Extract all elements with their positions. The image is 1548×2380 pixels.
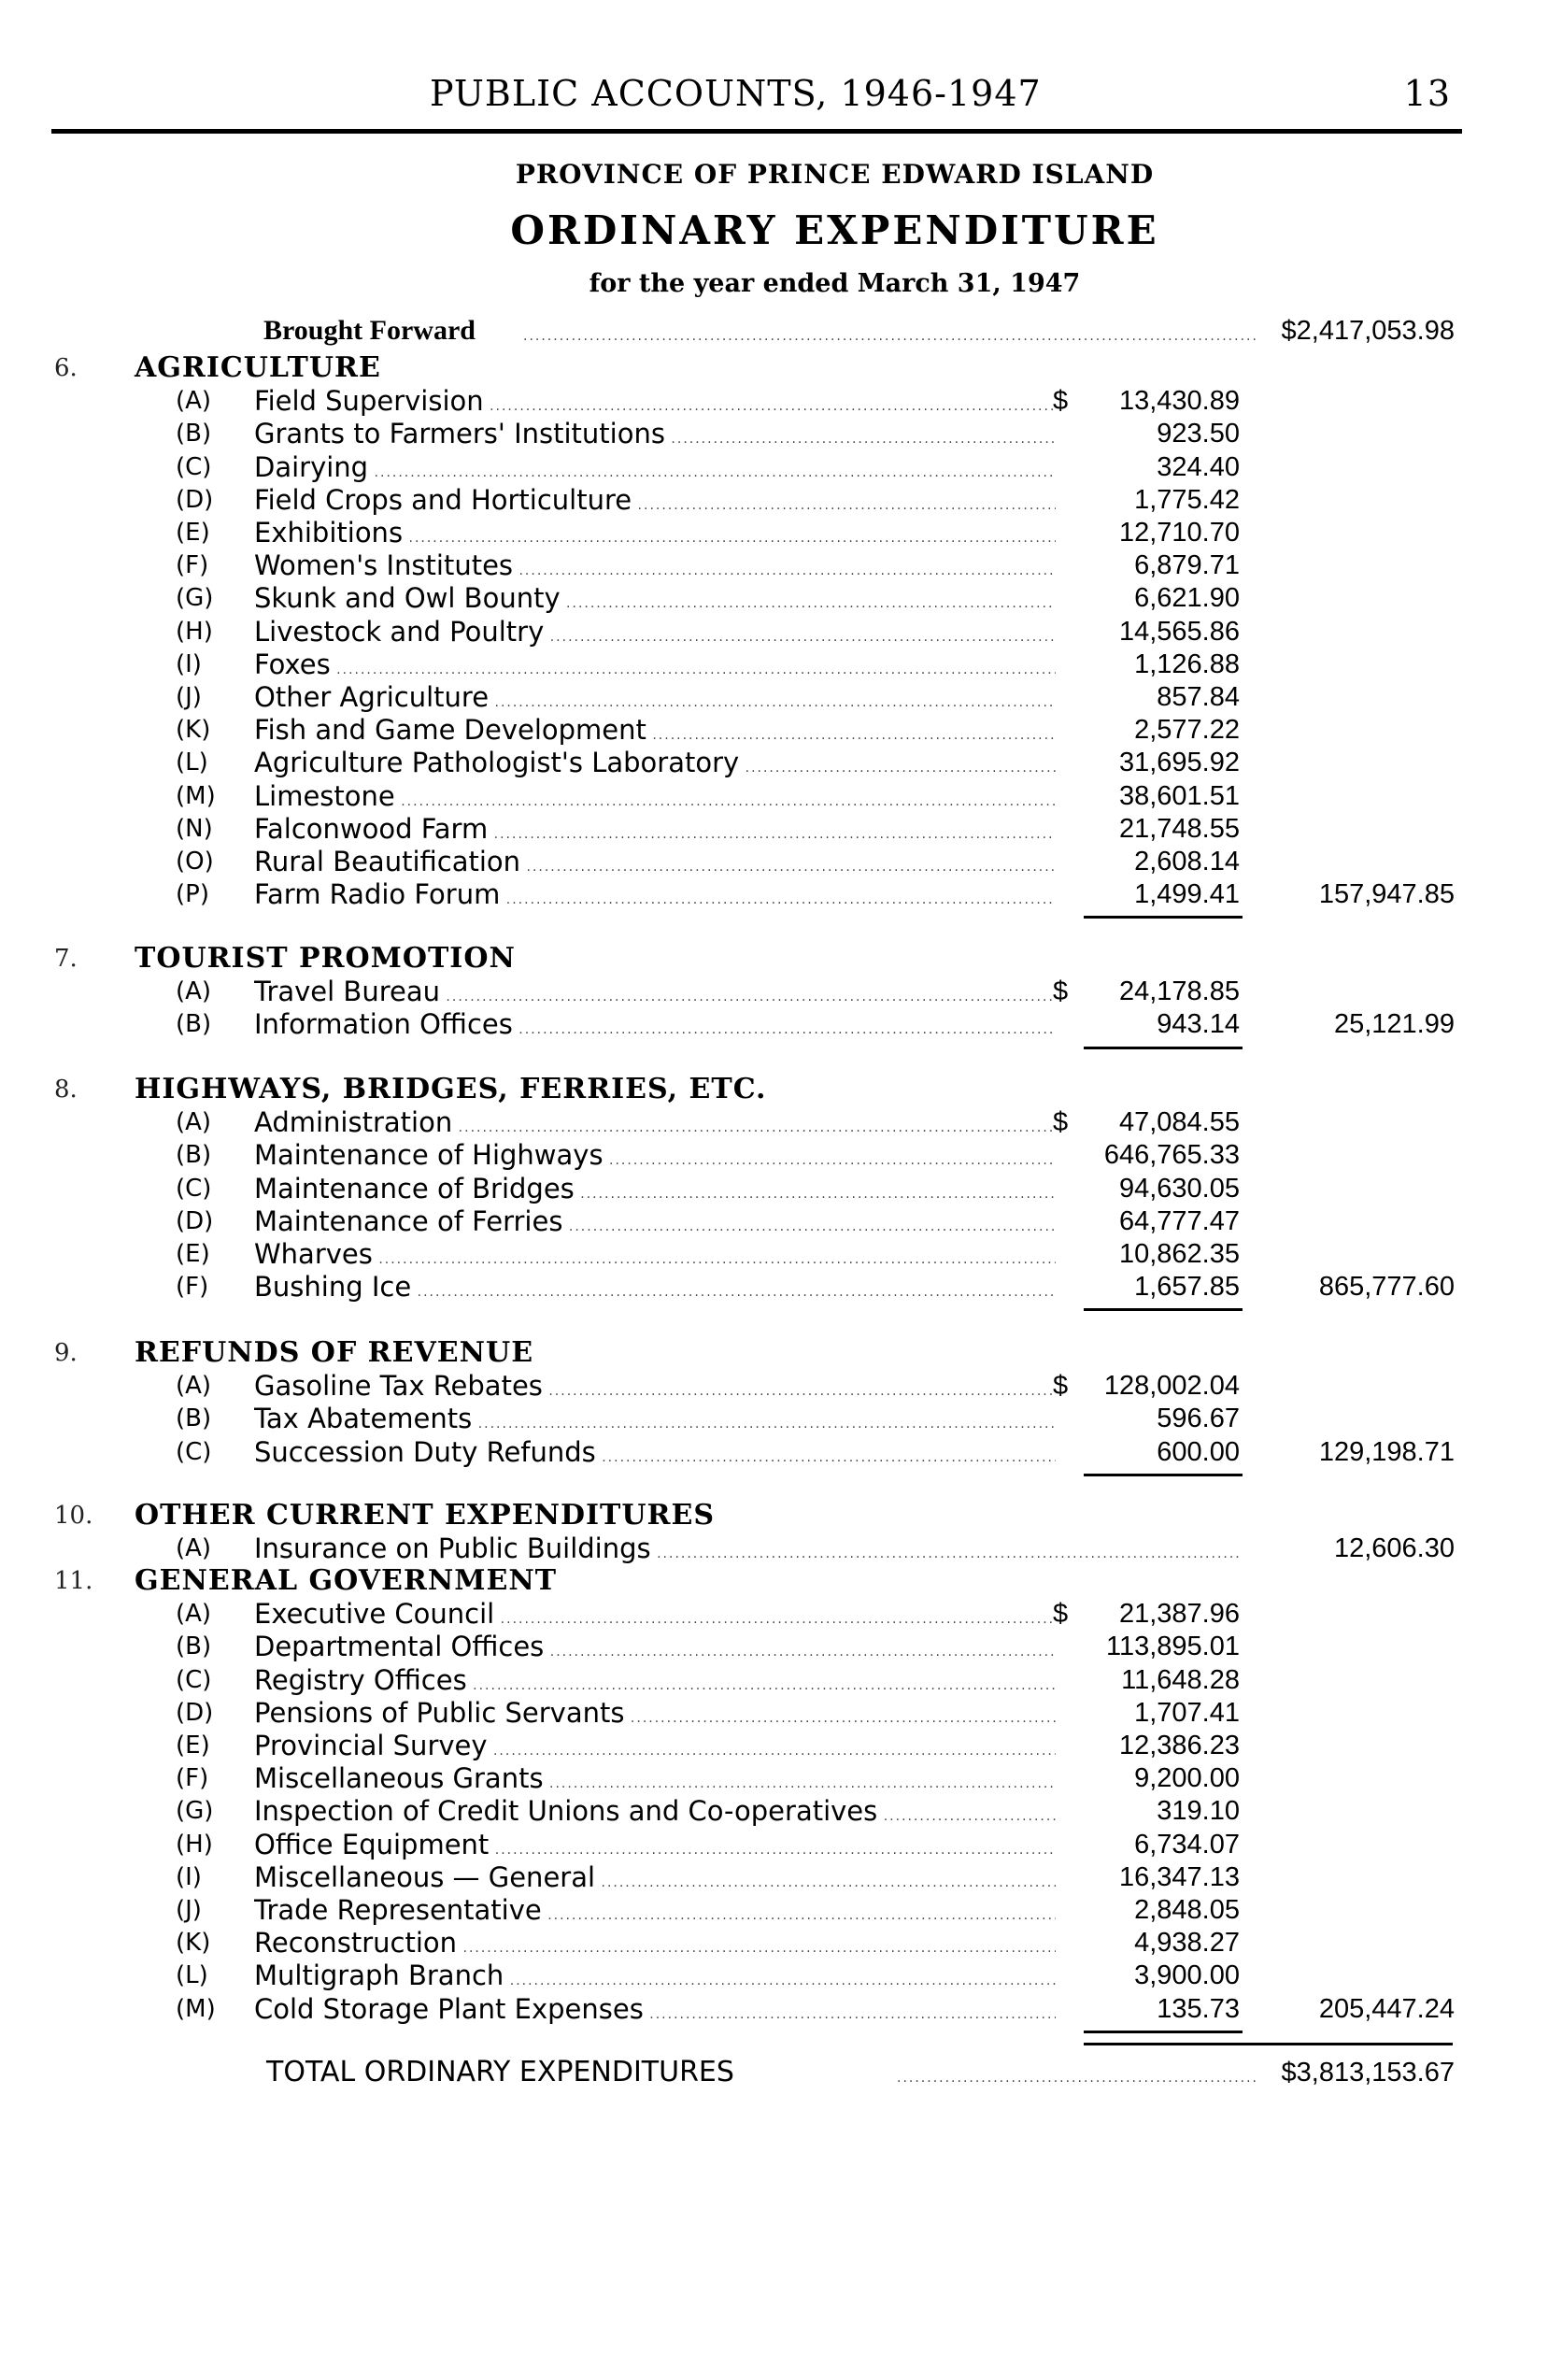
item-description: Succession Duty Refunds ..... — [254, 1435, 1056, 1475]
item-amount: 38,601.51 — [1118, 780, 1240, 811]
item-description: Cold Storage Plant Expenses ..... — [254, 1992, 1056, 2031]
ledger-row — [0, 877, 1548, 911]
item-amount: 10,862.35 — [1118, 1239, 1240, 1269]
item-amount: 9,200.00 — [1134, 1763, 1240, 1794]
ledger-row — [0, 1597, 1548, 1631]
item-letter: (P) — [176, 880, 209, 909]
item-description: Reconstruction ..... — [254, 1926, 1056, 1965]
item-amount: 4,938.27 — [1134, 1928, 1240, 1959]
item-description: Maintenance of Ferries ..... — [254, 1204, 1056, 1244]
ledger-row — [0, 1105, 1548, 1139]
item-description: Rural Beautification ..... — [254, 845, 1056, 884]
brought-forward-label: Brought Forward — [263, 315, 476, 346]
item-amount: 21,748.55 — [1118, 813, 1240, 844]
item-amount: 1,126.88 — [1134, 648, 1240, 679]
ledger-row — [0, 1237, 1548, 1271]
item-letter: (B) — [176, 1404, 212, 1433]
item-amount: 600.00 — [1157, 1436, 1240, 1467]
section-name: HIGHWAYS, BRIDGES, FERRIES, ETC. — [135, 1073, 767, 1105]
ledger-row — [0, 1435, 1548, 1469]
ledger-row — [0, 1696, 1548, 1730]
item-description: Inspection of Credit Unions and Co-operatives ..... — [254, 1794, 1056, 1833]
item-letter: (B) — [176, 1010, 212, 1039]
ledger-row — [0, 549, 1548, 582]
item-amount: 6,734.07 — [1134, 1829, 1240, 1860]
item-letter: (L) — [176, 1961, 208, 1990]
running-title: PUBLIC ACCOUNTS, 1946-1947 — [430, 73, 1042, 114]
item-description: Miscellaneous — General ..... — [254, 1860, 1056, 1900]
ledger-row — [0, 746, 1548, 779]
item-amount: 923.50 — [1157, 419, 1240, 449]
brought-forward-row — [0, 314, 1548, 348]
ledger-row — [0, 1270, 1548, 1304]
item-description: Dairying ..... — [254, 450, 1056, 490]
item-description: Miscellaneous Grants ..... — [254, 1761, 1056, 1801]
section-name: REFUNDS OF REVENUE — [135, 1336, 534, 1369]
item-letter: (K) — [176, 1929, 211, 1958]
ledger-row — [0, 680, 1548, 714]
item-description: Trade Representative ..... — [254, 1893, 1056, 1932]
item-letter: (N) — [176, 814, 213, 843]
grand-total-amount: $3,813,153.67 — [1281, 2058, 1455, 2088]
item-letter: (E) — [176, 519, 210, 547]
ledger-row — [0, 1007, 1548, 1041]
ledger-row — [0, 581, 1548, 615]
section-number: 11. — [54, 1567, 93, 1595]
item-description: Exhibitions ..... — [254, 516, 1056, 555]
item-description: Bushing Ice ..... — [254, 1270, 1056, 1309]
ledger-row — [0, 1828, 1548, 1861]
ledger-row — [0, 1729, 1548, 1762]
ledger-row — [0, 812, 1548, 846]
grand-total-leader — [897, 2056, 1257, 2095]
ledger-row — [0, 516, 1548, 549]
brought-forward-amount: $2,417,053.98 — [1281, 316, 1455, 346]
subtotal-rule — [1084, 916, 1243, 919]
dollar-sign: $ — [1053, 1371, 1069, 1402]
item-amount: 2,577.22 — [1134, 715, 1240, 746]
item-amount: 12,386.23 — [1118, 1731, 1240, 1760]
item-letter: (C) — [176, 452, 212, 481]
ledger-row — [0, 975, 1548, 1008]
ledger-row — [0, 1926, 1548, 1960]
item-description: Executive Council ..... — [254, 1597, 1056, 1636]
item-amount: 135.73 — [1157, 1993, 1240, 2024]
ledger-row — [0, 1794, 1548, 1828]
section-total: 129,198.71 — [1318, 1436, 1455, 1467]
item-description: Multigraph Branch ..... — [254, 1959, 1056, 1998]
item-amount: 14,565.86 — [1118, 616, 1240, 647]
item-letter: (E) — [176, 1732, 210, 1760]
item-letter: (A) — [176, 1600, 212, 1629]
item-amount: $ 128,002.04 — [1053, 1371, 1240, 1402]
item-amount: 113,895.01 — [1106, 1632, 1240, 1662]
grand-total-row — [0, 2056, 1548, 2089]
item-letter: (B) — [176, 1141, 212, 1170]
ledger-row — [0, 1860, 1548, 1894]
section-number: 8. — [54, 1076, 78, 1104]
section-number: 10. — [54, 1502, 93, 1530]
ledger-row — [0, 1369, 1548, 1403]
item-amount: $ 47,084.55 — [1053, 1107, 1240, 1138]
ledger-row — [0, 1992, 1548, 2026]
item-description: Foxes ..... — [254, 648, 1056, 687]
item-amount: 943.14 — [1157, 1009, 1240, 1040]
item-description: Tax Abatements ..... — [254, 1402, 1056, 1441]
section-total: 865,777.60 — [1318, 1272, 1455, 1303]
item-description: Wharves ..... — [254, 1237, 1056, 1276]
item-letter: (A) — [176, 387, 212, 416]
province-heading: PROVINCE OF PRINCE EDWARD ISLAND — [515, 159, 1155, 190]
section-name: AGRICULTURE — [135, 351, 381, 384]
item-letter: (E) — [176, 1240, 210, 1268]
item-amount: 2,608.14 — [1134, 847, 1240, 876]
item-description: Administration ..... — [254, 1105, 1056, 1145]
item-description: Office Equipment ..... — [254, 1828, 1056, 1867]
item-letter: (C) — [176, 1437, 212, 1466]
subtotal-rule — [1084, 2031, 1243, 2033]
item-description: Other Agriculture ..... — [254, 680, 1056, 720]
item-amount: $ 21,387.96 — [1053, 1599, 1240, 1630]
subtotal-rule — [1084, 1474, 1243, 1476]
ledger-row — [0, 384, 1548, 418]
item-letter: (A) — [176, 1108, 212, 1137]
dollar-sign: $ — [1053, 386, 1069, 417]
ledger-row — [0, 483, 1548, 517]
item-amount: 12,710.70 — [1118, 518, 1240, 548]
page-number: 13 — [1403, 73, 1451, 114]
ledger-row — [0, 417, 1548, 450]
section-number: 6. — [54, 354, 78, 382]
item-description: Insurance on Public Buildings ..... — [254, 1532, 1243, 1571]
item-letter: (A) — [176, 1372, 212, 1401]
header-rule — [51, 129, 1462, 134]
ledger-row — [0, 845, 1548, 878]
ledger-row — [0, 615, 1548, 648]
item-description: Travel Bureau ..... — [254, 975, 1056, 1014]
ledger-row — [0, 1959, 1548, 1992]
section-number: 9. — [54, 1339, 78, 1367]
subtotal-rule — [1084, 1047, 1243, 1049]
item-description: Field Supervision ..... — [254, 384, 1056, 423]
item-description: Falconwood Farm ..... — [254, 812, 1056, 851]
item-amount: 319.10 — [1157, 1796, 1240, 1827]
item-amount: 3,900.00 — [1134, 1960, 1240, 1991]
subtotal-rule — [1084, 1308, 1243, 1311]
item-letter: (F) — [176, 1273, 209, 1302]
item-letter: (M) — [176, 1994, 216, 2023]
item-amount: 857.84 — [1157, 682, 1240, 712]
period-line: for the year ended March 31, 1947 — [589, 269, 1081, 298]
ledger-row — [0, 1663, 1548, 1697]
dollar-sign: $ — [1053, 976, 1069, 1007]
item-letter: (K) — [176, 716, 211, 745]
item-letter: (C) — [176, 1665, 212, 1694]
item-letter: (B) — [176, 420, 212, 449]
item-amount: 596.67 — [1157, 1404, 1240, 1434]
item-description: Grants to Farmers' Institutions ..... — [254, 417, 1056, 456]
item-description: Livestock and Poultry ..... — [254, 615, 1056, 654]
brought-forward-leader — [523, 314, 1257, 353]
ledger-row — [0, 1204, 1548, 1238]
item-letter: (D) — [176, 1206, 214, 1235]
ledger-row — [0, 648, 1548, 681]
item-letter: (B) — [176, 1632, 212, 1661]
item-letter: (O) — [176, 848, 214, 876]
section-total: 25,121.99 — [1333, 1009, 1455, 1040]
item-amount: 6,879.71 — [1134, 550, 1240, 581]
dollar-sign: $ — [1053, 1599, 1069, 1630]
item-amount: 1,775.42 — [1134, 484, 1240, 515]
dollar-sign: $ — [1053, 1107, 1069, 1138]
item-letter: (I) — [176, 649, 202, 678]
section-name: OTHER CURRENT EXPENDITURES — [135, 1499, 715, 1532]
item-amount: 2,848.05 — [1134, 1895, 1240, 1925]
item-letter: (D) — [176, 1698, 214, 1727]
item-amount: 31,695.92 — [1118, 748, 1240, 778]
grand-total-rule — [1084, 2043, 1453, 2045]
item-letter: (F) — [176, 1764, 209, 1793]
item-letter: (H) — [176, 617, 213, 646]
item-description: Agriculture Pathologist's Laboratory ..... — [254, 746, 1056, 785]
item-description: Limestone ..... — [254, 779, 1056, 819]
page-title: ORDINARY EXPENDITURE — [510, 207, 1159, 253]
item-letter: (J) — [176, 683, 202, 711]
item-letter: (M) — [176, 781, 216, 810]
item-description: Women's Institutes ..... — [254, 549, 1056, 588]
ledger-row — [0, 450, 1548, 484]
item-amount: $ 13,430.89 — [1053, 386, 1240, 417]
item-amount: 324.40 — [1157, 451, 1240, 482]
item-description: Information Offices ..... — [254, 1007, 1056, 1047]
item-amount: 11,648.28 — [1121, 1664, 1240, 1695]
item-description: Registry Offices ..... — [254, 1663, 1056, 1703]
item-description: Gasoline Tax Rebates ..... — [254, 1369, 1056, 1408]
item-description: Farm Radio Forum ..... — [254, 877, 1056, 917]
item-description: Field Crops and Horticulture ..... — [254, 483, 1056, 522]
item-amount: 646,765.33 — [1103, 1140, 1240, 1171]
item-amount: 1,707.41 — [1134, 1697, 1240, 1728]
item-letter: (A) — [176, 1534, 212, 1563]
item-amount: 1,657.85 — [1134, 1272, 1240, 1303]
item-description: Maintenance of Highways ..... — [254, 1138, 1056, 1177]
ledger-row — [0, 1138, 1548, 1172]
item-letter: (G) — [176, 1797, 214, 1826]
item-amount: 6,621.90 — [1134, 583, 1240, 614]
item-letter: (I) — [176, 1862, 202, 1891]
item-amount: $ 24,178.85 — [1053, 976, 1240, 1007]
item-letter: (G) — [176, 584, 214, 613]
item-letter: (L) — [176, 748, 208, 777]
ledger-row — [0, 1630, 1548, 1663]
item-amount: 94,630.05 — [1118, 1173, 1240, 1204]
section-name: TOURIST PROMOTION — [135, 942, 516, 975]
item-description: Pensions of Public Servants ..... — [254, 1696, 1056, 1735]
item-description: Provincial Survey ..... — [254, 1729, 1056, 1768]
section-total: 12,606.30 — [1333, 1533, 1455, 1564]
item-amount: 16,347.13 — [1118, 1861, 1240, 1892]
ledger-row — [0, 1172, 1548, 1205]
section-name: GENERAL GOVERNMENT — [135, 1564, 558, 1597]
ledger-row — [0, 713, 1548, 747]
item-description: Skunk and Owl Bounty ..... — [254, 581, 1056, 620]
ledger-row — [0, 1532, 1548, 1565]
grand-total-label: TOTAL ORDINARY EXPENDITURES — [266, 2056, 734, 2088]
section-total: 157,947.85 — [1318, 879, 1455, 910]
item-letter: (H) — [176, 1830, 213, 1859]
item-description: Fish and Game Development ..... — [254, 713, 1056, 752]
ledger-row — [0, 1402, 1548, 1435]
item-description: Maintenance of Bridges ..... — [254, 1172, 1056, 1211]
item-description: Departmental Offices ..... — [254, 1630, 1056, 1669]
ledger-row — [0, 1893, 1548, 1927]
item-letter: (C) — [176, 1174, 212, 1203]
item-letter: (A) — [176, 977, 212, 1006]
ledger-row — [0, 779, 1548, 813]
section-number: 7. — [54, 945, 78, 973]
item-letter: (D) — [176, 485, 214, 514]
item-letter: (F) — [176, 551, 209, 580]
ledger-row — [0, 1761, 1548, 1795]
item-letter: (J) — [176, 1896, 202, 1924]
item-amount: 1,499.41 — [1134, 879, 1240, 910]
item-amount: 64,777.47 — [1118, 1205, 1240, 1236]
section-total: 205,447.24 — [1318, 1993, 1455, 2024]
